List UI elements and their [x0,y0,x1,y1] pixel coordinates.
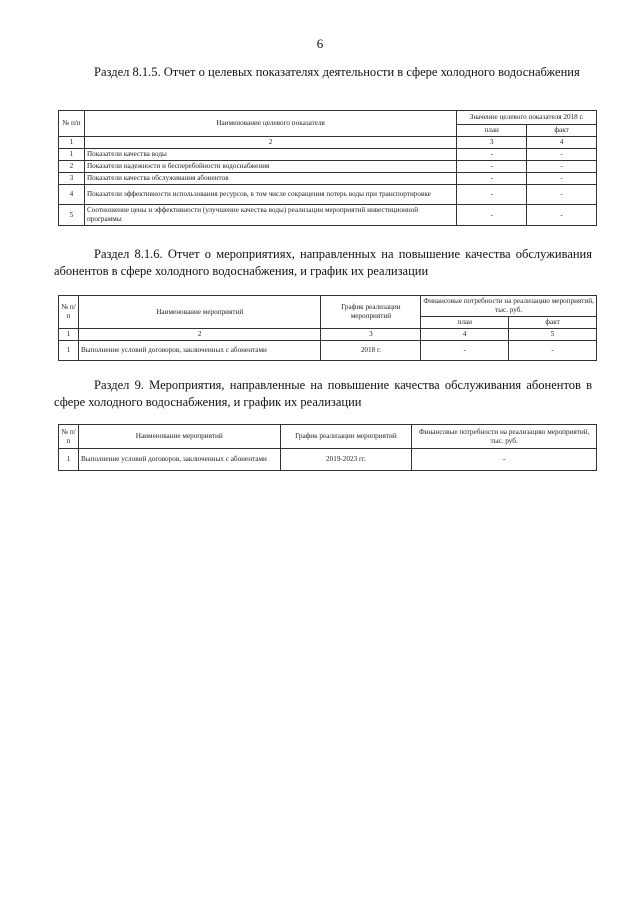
header-indicator-name: Наименование целевого показателя [84,111,456,137]
section-815-heading [54,64,592,81]
page-number: 6 [316,36,324,51]
index-cell: 1 [59,137,85,149]
row-plan: - [457,173,527,185]
row-fact: - [527,161,597,173]
index-cell: 5 [509,329,597,341]
index-cell: 4 [421,329,509,341]
row-fact: - [527,205,597,226]
row-plan: - [457,205,527,226]
section-815-heading-text: Раздел 8.1.5. Отчет о целевых показателях деятельности в сфере холодного водоснабжения [94,65,580,79]
row-num: 1 [59,341,79,361]
header-finance: Финансовые потребности на реализацию мероприятий, тыс. руб. [412,425,597,449]
header-num: № п/п [59,111,85,137]
header-fact: факт [527,125,597,137]
row-fact: - [527,149,597,161]
row-plan: - [457,161,527,173]
service-measures-report-table [58,295,597,361]
row-plan: - [457,149,527,161]
section-9-heading-text: Раздел 9. Мероприятия, направленные на повышение качества обслуживания абонентов в сфере холодного водоснабжения, и график их реализации [54,378,592,409]
header-measure-name: Наименование мероприятий [78,296,320,329]
header-finance: Финансовые потребности на реализацию мероприятий, тыс. руб. [421,296,597,317]
table-row [59,161,597,173]
header-plan: план [457,125,527,137]
row-name: Соотношение цены и эффективности (улучшение качества воды) реализации мероприятий инвестиционной программы [84,205,456,226]
row-num: 1 [59,149,85,161]
header-schedule: График реализации мероприятий [321,296,421,329]
row-num: 4 [59,185,85,205]
row-fact: - [509,341,597,361]
table-row [59,449,597,471]
row-name: Выполнение условий договоров, заключенных с абонентами [78,449,280,471]
row-fact: - [527,173,597,185]
index-cell: 3 [457,137,527,149]
row-name: Показатели качества воды [84,149,456,161]
index-cell: 2 [84,137,456,149]
row-plan: - [421,341,509,361]
index-cell: 2 [78,329,320,341]
row-name: Показатели эффективности использования ресурсов, в том числе сокращения потерь воды при транспортировке [84,185,456,205]
row-finance: - [412,449,597,471]
row-num: 2 [59,161,85,173]
row-num: 3 [59,173,85,185]
section-9-heading [54,377,592,411]
row-name: Выполнение условий договоров, заключенных с абонентами [78,341,320,361]
row-schedule: 2019-2023 гг. [280,449,412,471]
row-name: Показатели качества обслуживания абонентов [84,173,456,185]
row-fact: - [527,185,597,205]
section-816-heading [54,246,592,280]
header-plan: план [421,317,509,329]
row-num: 5 [59,205,85,226]
header-num: № п/п [59,296,79,329]
index-cell: 1 [59,329,79,341]
row-schedule: 2018 г. [321,341,421,361]
table-row [59,149,597,161]
header-measure-name: Наименование мероприятий [78,425,280,449]
table-row [59,173,597,185]
header-fact: факт [509,317,597,329]
target-indicators-table [58,110,597,226]
header-schedule: График реализации мероприятий [280,425,412,449]
row-plan: - [457,185,527,205]
header-target-value: Значение целевого показателя 2018 г. [457,111,597,125]
service-measures-plan-table [58,424,597,471]
row-name: Показатели надежности и бесперебойности водоснабжения [84,161,456,173]
table-row [59,205,597,226]
table-row [59,185,597,205]
table-row [59,341,597,361]
row-num: 1 [59,449,79,471]
section-816-heading-text: Раздел 8.1.6. Отчет о мероприятиях, направленных на повышение качества обслуживания абонентов в сфере холодного водоснабжения, и график их реализации [54,247,592,278]
index-cell: 3 [321,329,421,341]
index-cell: 4 [527,137,597,149]
header-num: № п/п [59,425,79,449]
